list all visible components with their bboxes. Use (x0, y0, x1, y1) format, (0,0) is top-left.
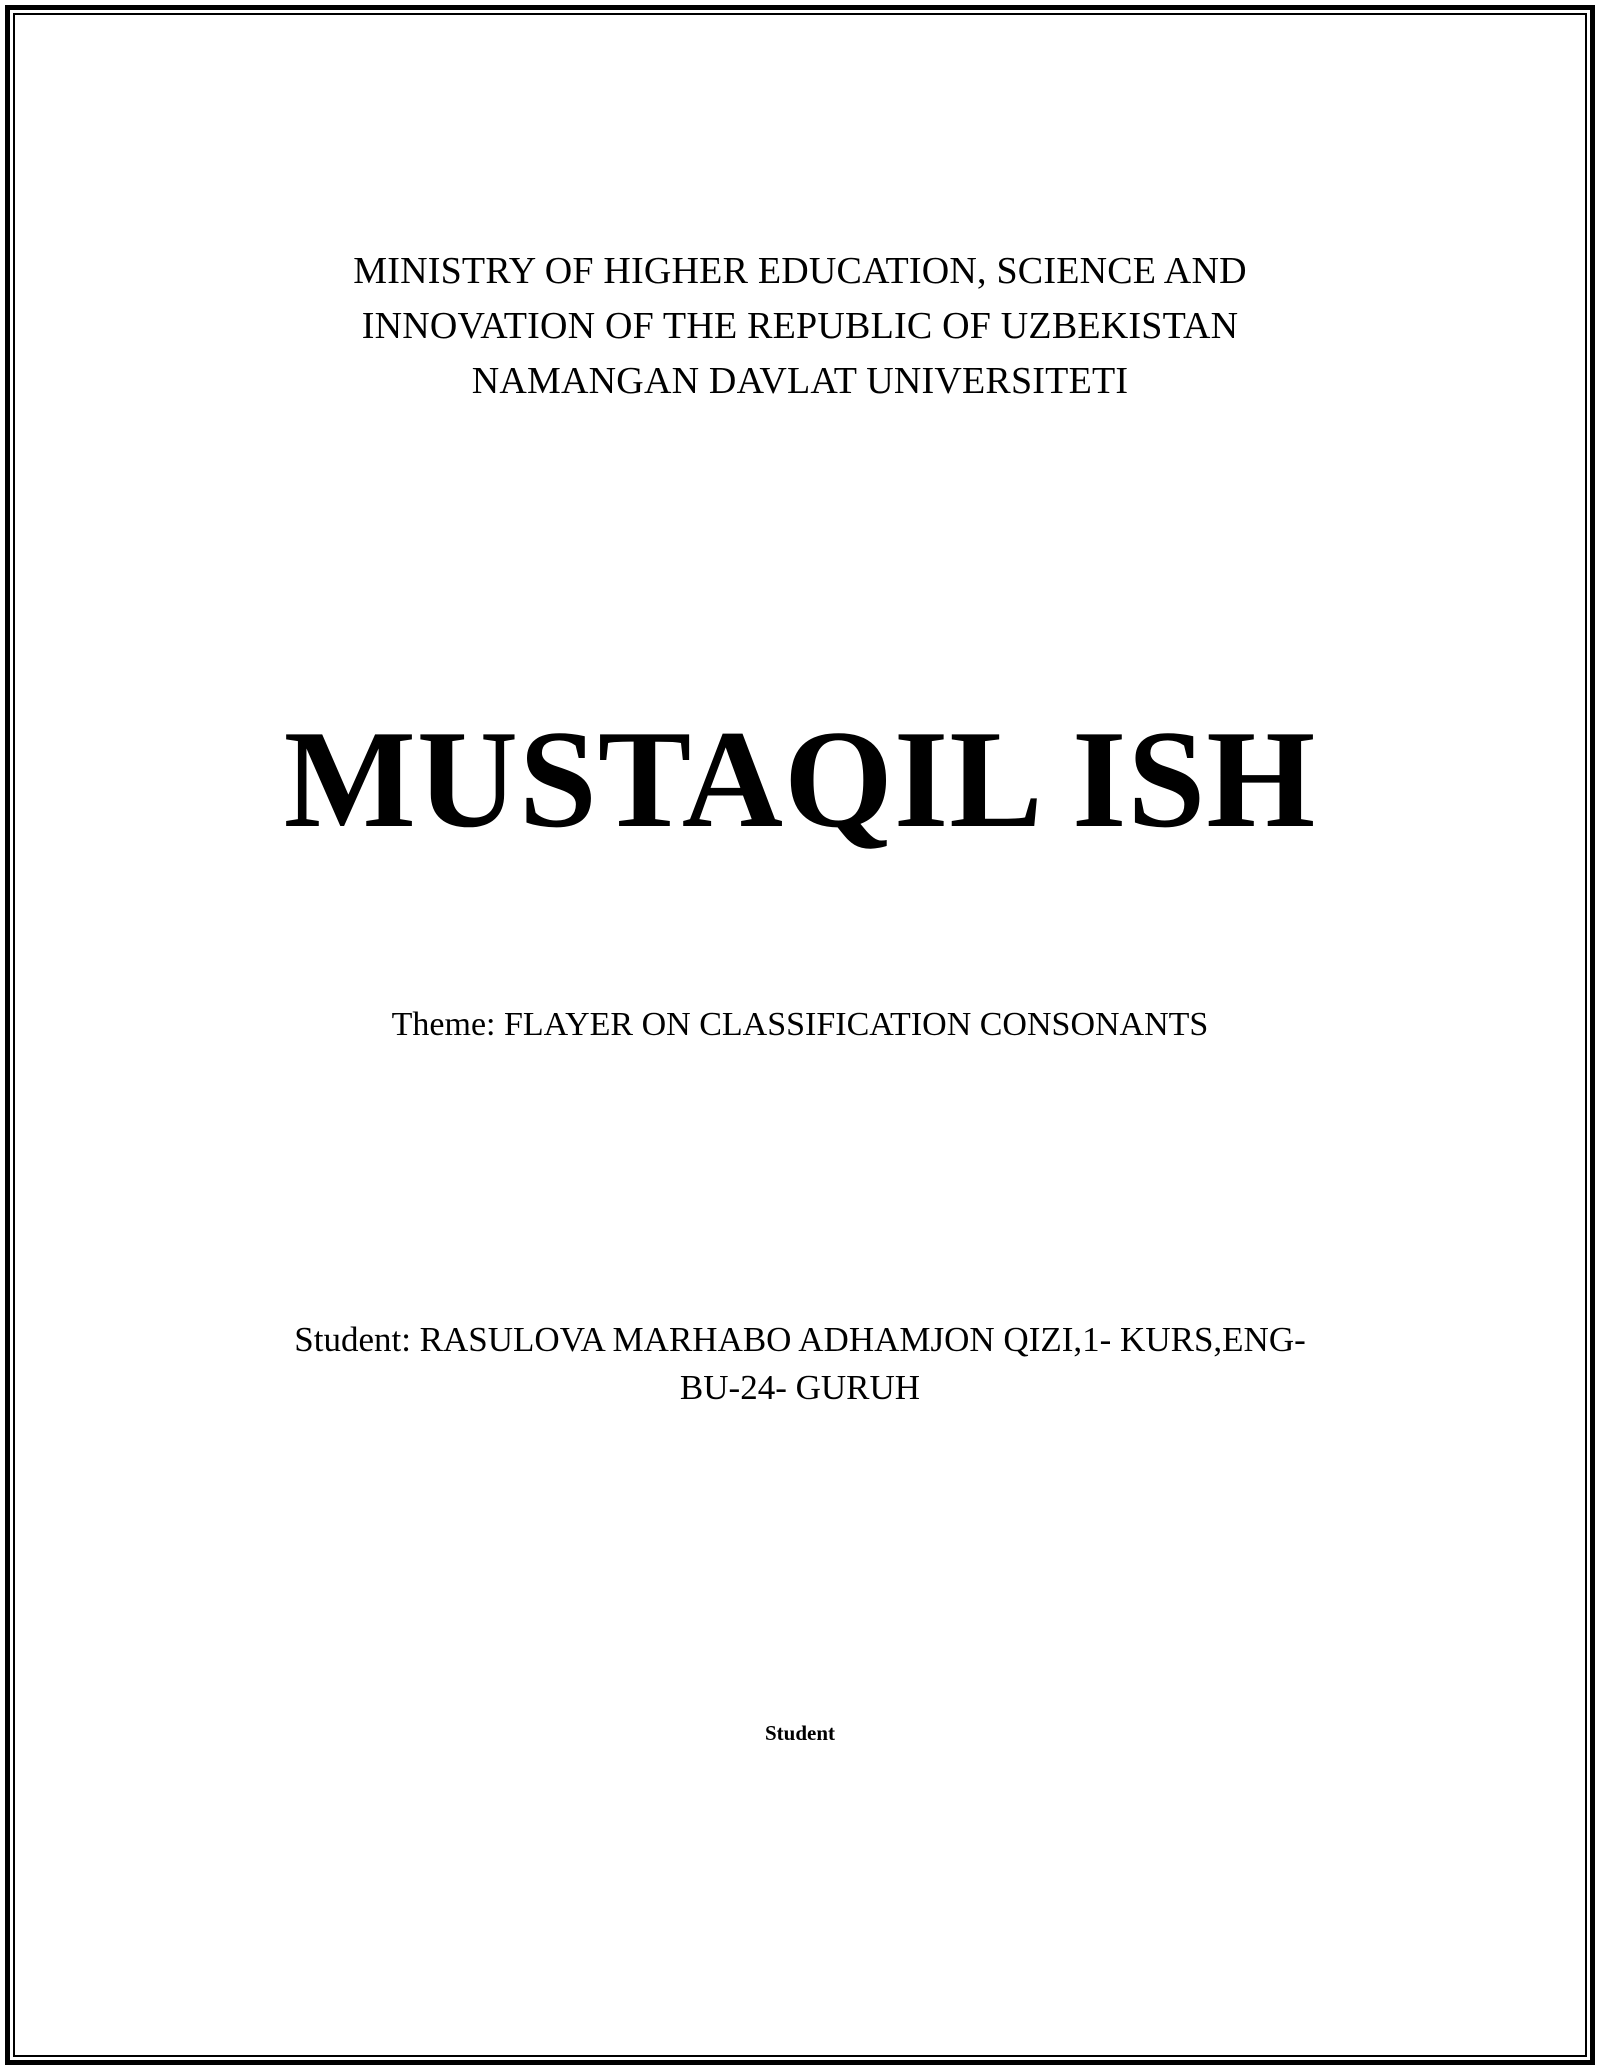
header-line-university: NAMANGAN DAVLAT UNIVERSITETI (471, 360, 1129, 402)
student-info-line-2: BU-24- GURUH (679, 1368, 921, 1407)
header-line-ministry: MINISTRY OF HIGHER EDUCATION, SCIENCE AND (353, 250, 1247, 292)
document-title: MUSTAQIL ISH (283, 702, 1317, 857)
header-line-republic: INNOVATION OF THE REPUBLIC OF UZBEKISTAN (361, 305, 1239, 347)
student-info-line-1: Student: RASULOVA MARHABO ADHAMJON QIZI,1- KURS,ENG- (294, 1320, 1306, 1359)
student-footer-label: Student (764, 1721, 836, 1745)
student-info (0, 1316, 1600, 1412)
theme-line: Theme: FLAYER ON CLASSIFICATION CONSONANTS (391, 1006, 1209, 1043)
institution-header (0, 244, 1600, 409)
